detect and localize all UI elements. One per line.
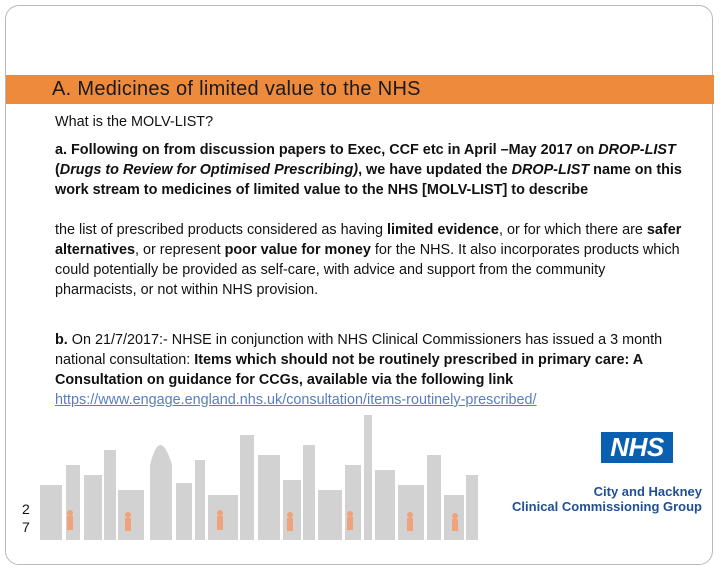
ccg-name-line2: Clinical Commissioning Group: [512, 499, 702, 514]
safer-alternatives: safer alternatives: [55, 222, 682, 258]
drop-list-term-2: DROP-LIST: [511, 162, 590, 178]
list-text-2: , or for which there are: [498, 222, 647, 238]
drop-list-expansion: Drugs to Review for Optimised Prescribing): [59, 162, 359, 178]
city-skyline-graphic: [0, 395, 720, 540]
paragraph-a-text-4: name on this work stream to medicines of limited value to the NHS [MOLV-LIST] to describe: [55, 162, 682, 198]
consultation-title: Items which should not be routinely prescribed in primary care: A Consultation on guidance for CCGs, available via the following link: [55, 352, 643, 388]
paragraph-a-text-2: (: [55, 162, 60, 178]
list-text-4: for the NHS. It also incorporates products which could potentially be provided as self-care, with advice and support from the community pharmacists, or not within NHS provision.: [55, 242, 680, 298]
consultation-link[interactable]: https://www.engage.england.nhs.uk/consultation/items-routinely-prescribed/: [55, 392, 537, 408]
paragraph-list-description: [55, 220, 685, 300]
list-text-1: the list of prescribed products considered as having: [55, 222, 387, 238]
nhs-logo: NHS: [601, 432, 673, 463]
paragraph-b-text: On 21/7/2017:- NHSE in conjunction with NHS Clinical Commissioners has issued a 3 month national consultation:: [55, 332, 663, 368]
drop-list-term: DROP-LIST: [598, 142, 676, 158]
ccg-name-line1: City and Hackney: [593, 484, 702, 499]
page-number: 2 7: [22, 501, 30, 535]
slide-title: A. Medicines of limited value to the NHS: [52, 78, 421, 100]
limited-evidence: limited evidence: [386, 222, 499, 238]
list-text-3: , or represent: [135, 242, 225, 258]
paragraph-a: [55, 140, 685, 200]
paragraph-a-text-3: , we have updated the: [358, 162, 512, 178]
question-heading: What is the MOLV-LIST?: [55, 114, 214, 130]
paragraph-a-text-1: a. Following on from discussion papers to Exec, CCF etc in April –May 2017 on: [55, 142, 599, 158]
poor-value: poor value for money: [224, 242, 371, 258]
paragraph-b-label: b.: [55, 332, 68, 348]
